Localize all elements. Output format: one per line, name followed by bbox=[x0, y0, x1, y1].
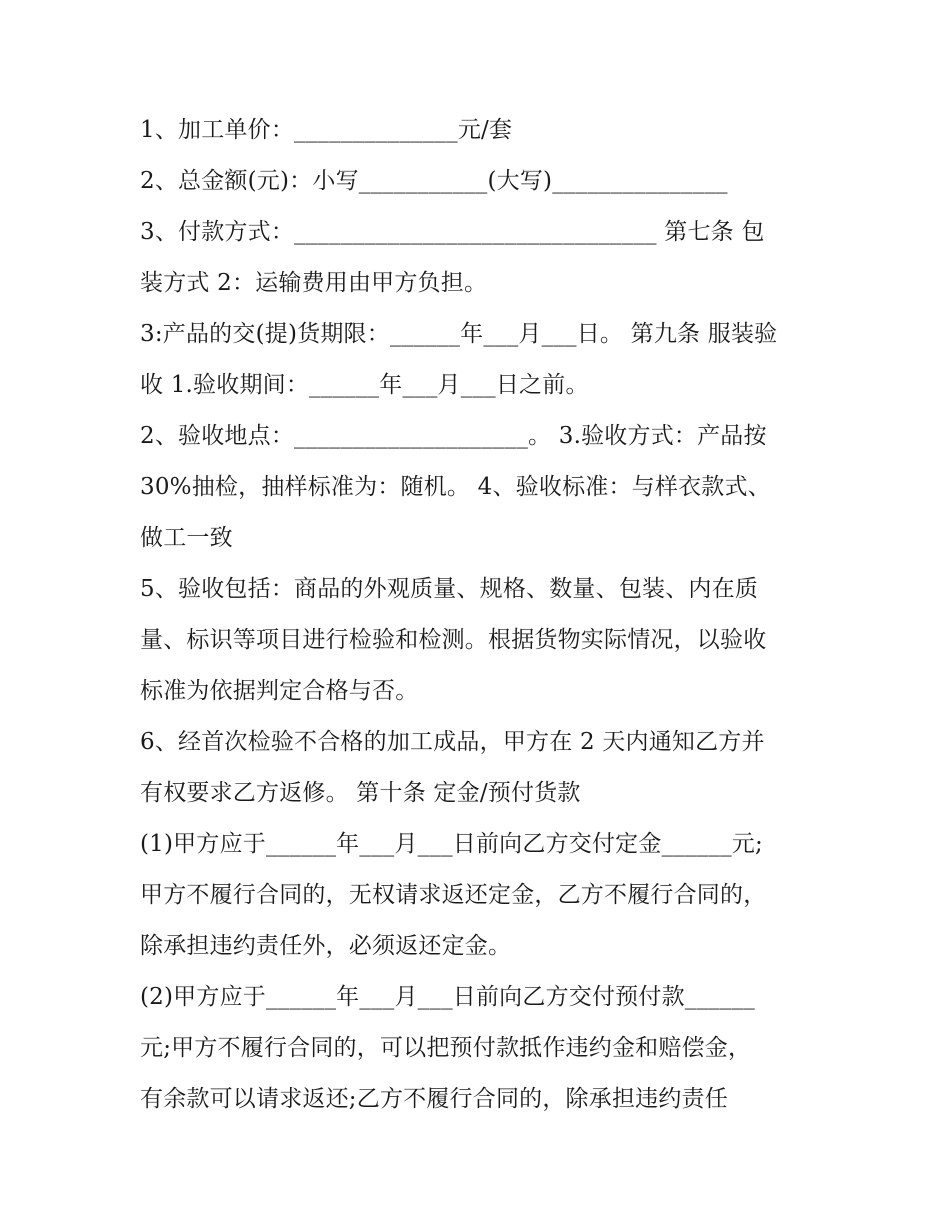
line-deposit-return: 除承担违约责任外，必须返还定金。 bbox=[140, 933, 512, 959]
line-repair-right: 有权要求乙方返修。 第十条 定金/预付货款 bbox=[140, 780, 581, 806]
line-inspection-location: 2、验收地点：____________________。 3.验收方式：产品按 bbox=[140, 423, 767, 449]
line-deposit-clause: (1)甲方应于______年___月___日前向乙方交付定金______元; bbox=[140, 831, 763, 857]
line-workmanship: 做工一致 bbox=[140, 525, 233, 551]
line-sampling-standard: 30%抽检，抽样标准为：随机。 4、验收标准：与样衣款式、 bbox=[140, 474, 771, 500]
line-deposit-breach: 甲方不履行合同的，无权请求返还定金，乙方不履行合同的， bbox=[140, 882, 767, 908]
line-delivery-deadline: 3:产品的交(提)货期限：______年___月___日。 第九条 服装验 bbox=[140, 321, 778, 347]
line-prepayment-clause: (2)甲方应于______年___月___日前向乙方交付预付款______ bbox=[140, 984, 755, 1010]
line-inspection-period: 收 1.验收期间：______年___月___日之前。 bbox=[140, 372, 589, 398]
line-acceptance-criteria: 标准为依据判定合格与否。 bbox=[140, 678, 419, 704]
line-prepayment-refund: 有余款可以请求返还;乙方不履行合同的，除承担违约责任 bbox=[140, 1086, 728, 1112]
line-payment-method: 3、付款方式：_______________________________ 第七条 包 bbox=[140, 219, 765, 245]
line-inspection-items: 量、标识等项目进行检验和检测。根据货物实际情况，以验收 bbox=[140, 627, 767, 653]
line-unit-price: 1、加工单价：______________元/套 bbox=[140, 117, 513, 143]
line-first-inspection: 6、经首次检验不合格的加工成品，甲方在 2 天内通知乙方并 bbox=[140, 729, 765, 755]
line-total-amount: 2、总金额(元)：小写___________(大写)_______________ bbox=[140, 168, 728, 194]
line-packaging: 装方式 2：运输费用由甲方负担。 bbox=[140, 270, 488, 296]
line-prepayment-offset: 元;甲方不履行合同的，可以把预付款抵作违约金和赔偿金， bbox=[140, 1035, 752, 1061]
contract-body bbox=[140, 105, 815, 1125]
line-inspection-scope: 5、验收包括：商品的外观质量、规格、数量、包装、内在质 bbox=[140, 576, 759, 602]
